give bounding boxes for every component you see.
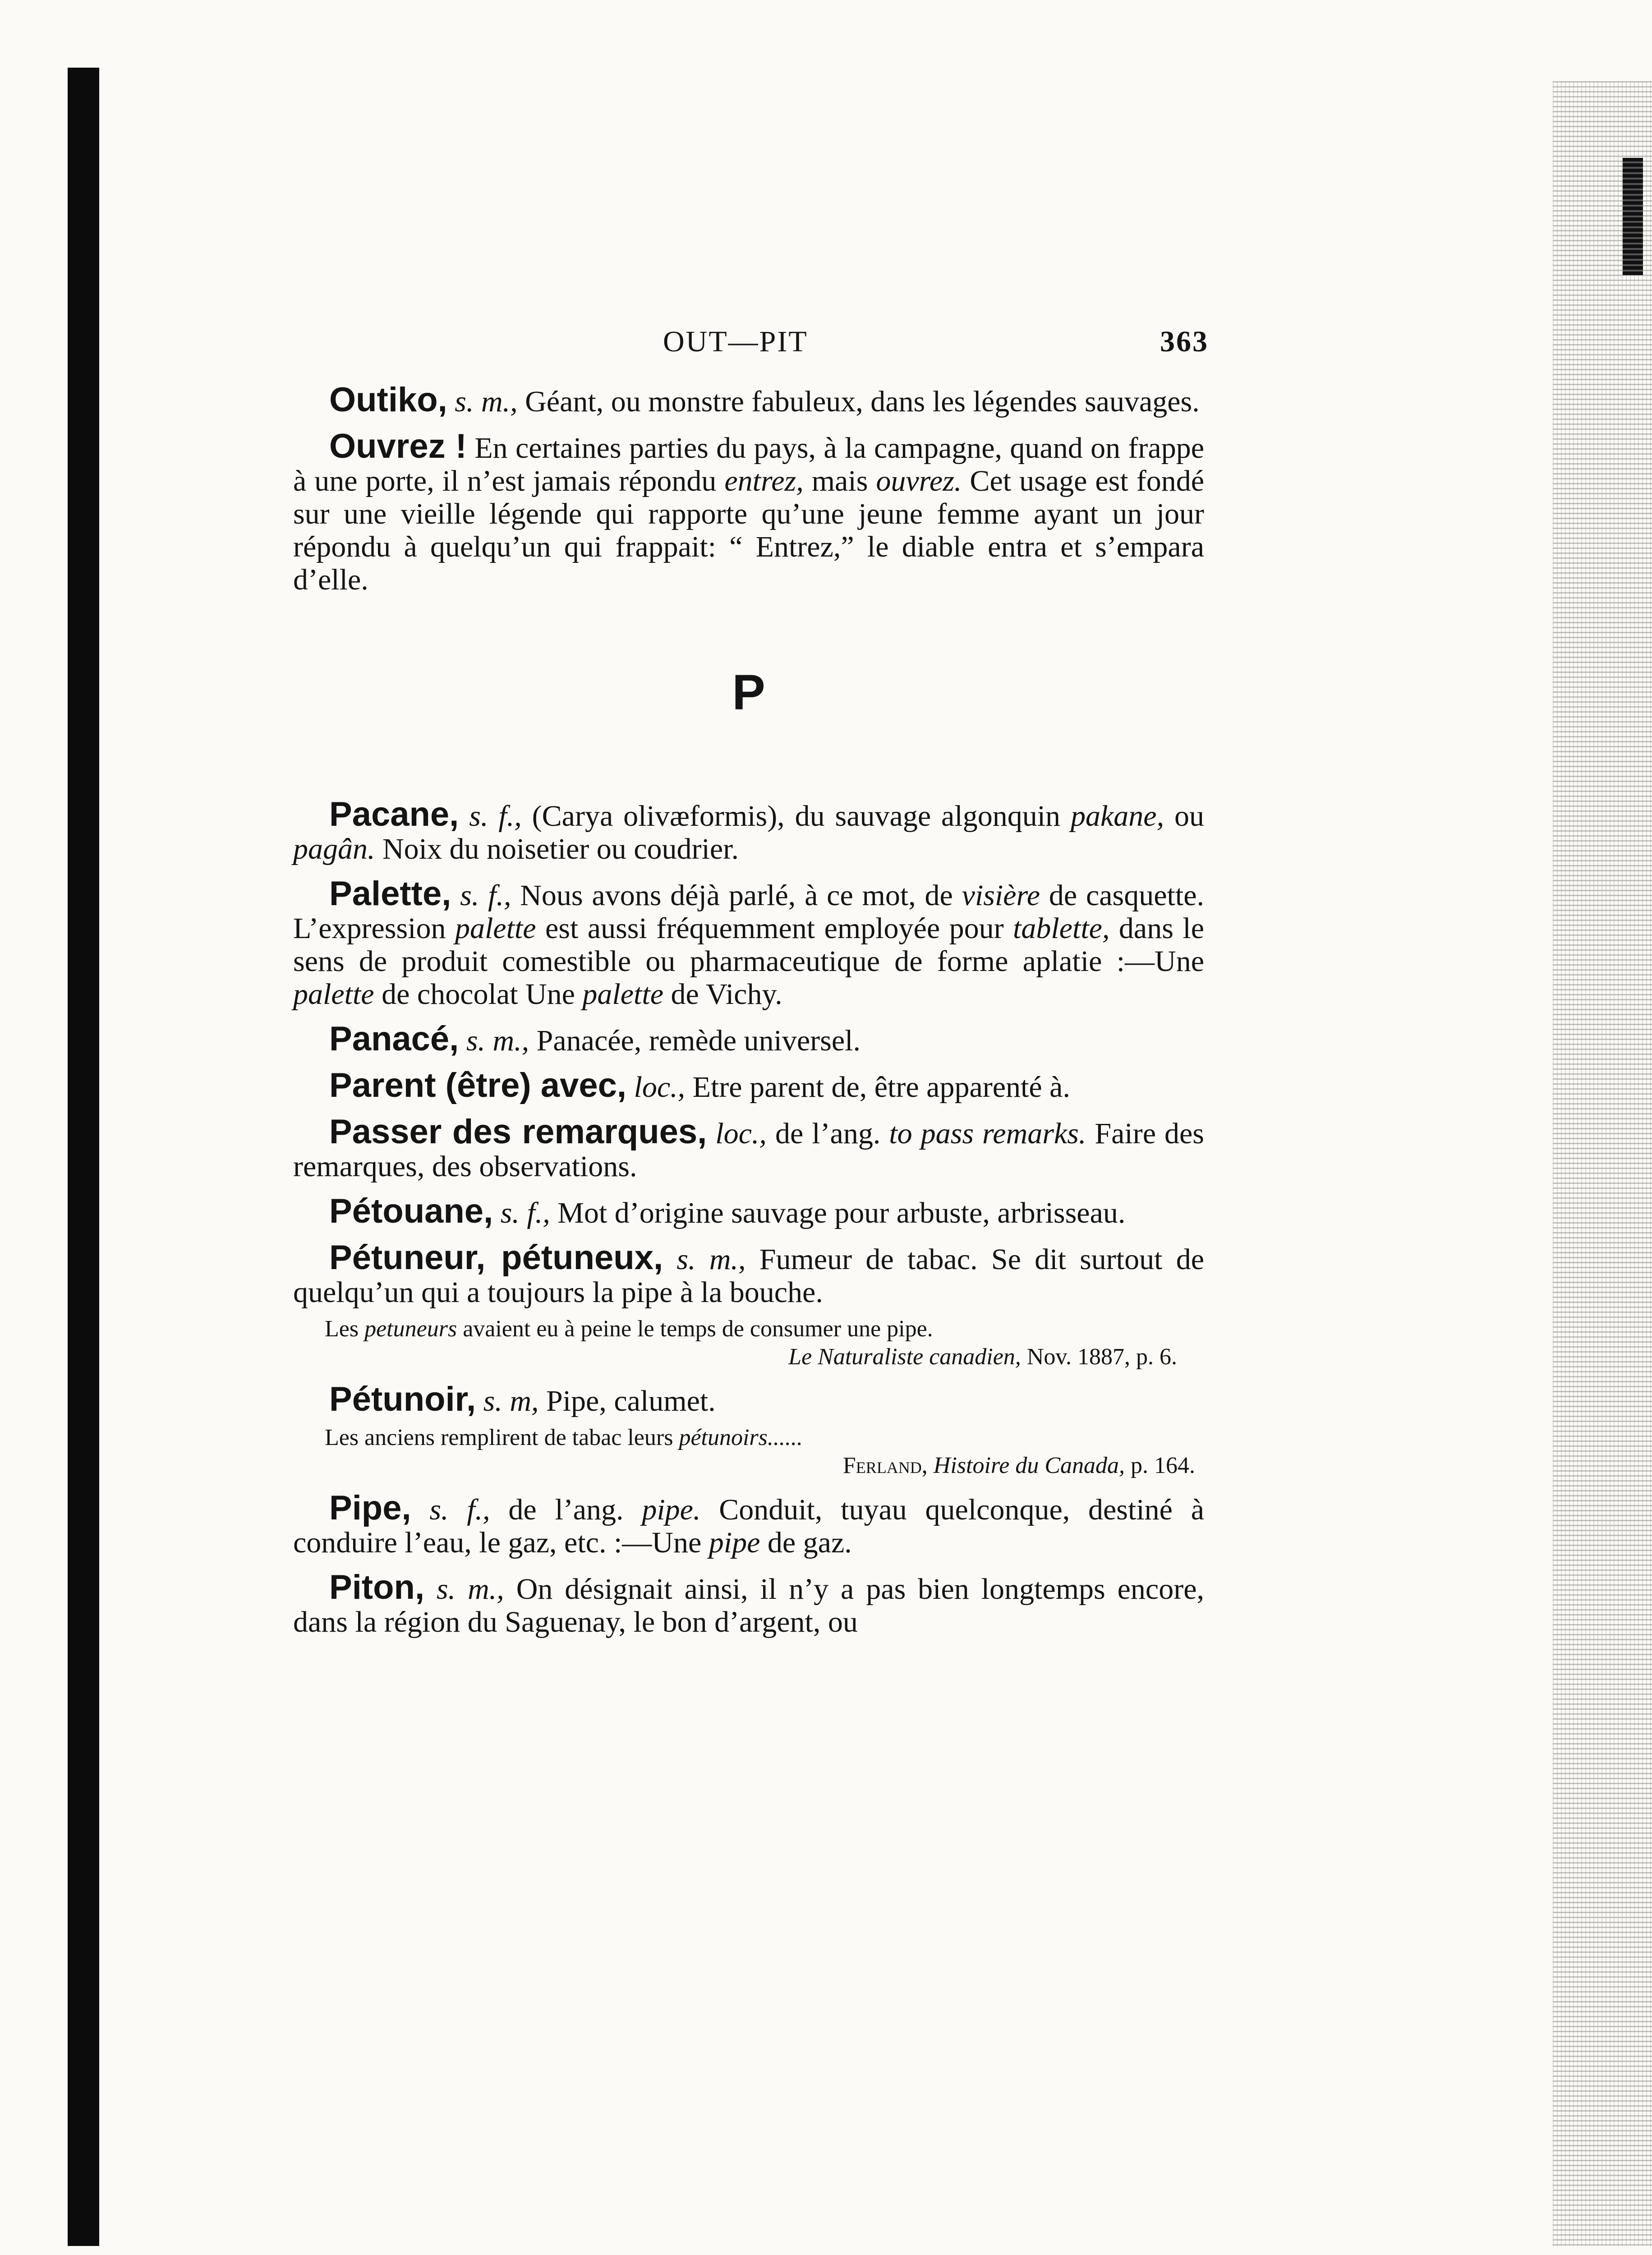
entry-piton	[293, 1568, 1204, 1638]
headword: Palette,	[329, 874, 451, 913]
definition: de l’ang.	[766, 1117, 889, 1150]
quote-text: Les anciens remplirent de tabac leurs	[325, 1425, 679, 1450]
grammar-label: s. m.,	[437, 1573, 504, 1606]
binding-shadow	[68, 68, 99, 2246]
entry-pipe	[293, 1491, 1204, 1559]
entry-ouvrez	[293, 427, 1204, 596]
definition: Géant, ou monstre fabuleux, dans les légendes sauvages.	[517, 385, 1200, 418]
definition-italic: entrez,	[724, 465, 804, 497]
definition: Mot d’origine sauvage pour arbuste, arbrisseau.	[550, 1197, 1126, 1229]
definition-italic: palette	[455, 912, 536, 945]
headword: Pétuneur, pétuneux,	[329, 1238, 663, 1277]
entry-petouane	[293, 1192, 1204, 1230]
grammar-label: s. f.,	[460, 879, 511, 912]
grammar-label: s. m.,	[676, 1243, 746, 1276]
headword: Parent (être) avec,	[329, 1066, 626, 1104]
definition-italic: visière	[962, 879, 1040, 912]
entry-outiko	[293, 383, 1204, 418]
quote-text: avaient eu à peine le temps de consumer une pipe.	[457, 1316, 933, 1342]
entry-passer-des-remarques	[293, 1115, 1204, 1183]
headword: Piton,	[329, 1568, 425, 1606]
grammar-label: s. m.,	[455, 385, 518, 418]
definition-italic: pakane,	[1070, 800, 1164, 833]
entry-parent-etre-avec	[293, 1066, 1204, 1104]
source-title: Histoire du Canada,	[927, 1453, 1125, 1478]
headword: Pétunoir,	[329, 1380, 476, 1418]
grammar-label: s. f.,	[429, 1493, 490, 1526]
grammar-label: s. f.,	[500, 1197, 550, 1229]
definition: Cet usage est fondé sur une vieille légende qui rapporte qu’une jeune femme ayant un jour répondu à quelqu’un qui frappait: “ Entrez,” le diable entra et s’empara d’elle.	[293, 465, 1204, 596]
text-column	[293, 383, 1204, 1650]
source-title: Le Naturaliste canadien,	[788, 1344, 1021, 1370]
headword: Outiko,	[329, 381, 447, 419]
headword: Panacé,	[329, 1020, 459, 1058]
entry-panace	[293, 1022, 1204, 1057]
definition: En certaines parties du pays, à la campagne, quand on frappe à une porte, il n’est jamais répondu	[293, 432, 1204, 497]
quote-text: Les	[325, 1316, 365, 1342]
definition: Noix du noisetier ou coudrier.	[375, 833, 739, 865]
page-number: 363	[1160, 325, 1209, 358]
running-header	[658, 325, 1209, 365]
definition-italic: palette	[582, 978, 664, 1011]
definition: de chocolat Une	[374, 978, 583, 1011]
page-edge-noise	[1553, 81, 1652, 2246]
definition: de gaz.	[760, 1526, 852, 1559]
quote-italic: petuneurs	[364, 1316, 457, 1342]
entry-pacane	[293, 795, 1205, 865]
definition-italic: pipe	[709, 1526, 760, 1559]
running-title: OUT—PIT	[663, 325, 808, 358]
citation-quote	[293, 1315, 1204, 1343]
entry-petuneur	[293, 1238, 1204, 1309]
definition: de casquette. L’expression	[293, 879, 1205, 945]
definition: de l’ang.	[490, 1493, 642, 1526]
definition: Nous avons déjà parlé, à ce mot, de	[511, 879, 962, 912]
headword: Passer des remarques,	[329, 1113, 707, 1151]
definition-italic: palette	[293, 978, 374, 1011]
definition: Pipe, calumet.	[538, 1385, 716, 1417]
definition: ou	[1164, 800, 1205, 833]
definition: mais	[803, 465, 876, 497]
definition: Faire des remarques, des observations.	[293, 1117, 1204, 1183]
definition-italic: to pass remarks.	[889, 1117, 1086, 1150]
entry-palette	[293, 874, 1205, 1011]
definition: On désignait ainsi, il n’y a pas bien longtemps encore, dans la région du Saguenay, le bon d’argent, ou	[293, 1573, 1204, 1638]
definition: dans le sens de produit comestible ou pharmaceutique de forme aplatie :—Une	[293, 912, 1204, 978]
definition: de Vichy.	[663, 978, 782, 1011]
headword: Pétouane,	[329, 1192, 493, 1230]
definition: est aussi fréquemment employée pour	[536, 912, 1013, 945]
definition: Fumeur de tabac. Se dit surtout de quelqu’un qui a toujours la pipe à la bouche.	[293, 1243, 1204, 1309]
grammar-label: s. f.,	[469, 800, 522, 833]
grammar-label: s. m,	[483, 1385, 539, 1417]
definition: Conduit, tuyau quelconque, destiné à conduire l’eau, le gaz, etc. :—Une	[293, 1493, 1204, 1559]
source-ref: Nov. 1887, p. 6.	[1021, 1344, 1177, 1370]
grammar-label: loc.,	[634, 1071, 686, 1104]
citation-quote	[293, 1424, 1204, 1452]
headword: Pipe,	[329, 1489, 411, 1527]
definition-italic: ouvrez.	[876, 465, 962, 497]
page-edge-mark	[1623, 158, 1643, 275]
definition: Panacée, remède universel.	[529, 1024, 861, 1057]
entry-petunoir	[293, 1380, 1204, 1418]
definition-italic: tablette,	[1013, 912, 1110, 945]
grammar-label: s. m.,	[466, 1024, 529, 1057]
citation-source	[293, 1452, 1204, 1480]
definition-italic: pipe.	[642, 1493, 701, 1526]
definition-italic: pagân.	[293, 833, 375, 865]
citation-source	[293, 1343, 1204, 1371]
headword: Pacane,	[329, 795, 459, 833]
quote-italic: pétunoirs......	[679, 1425, 803, 1450]
definition: (Carya olivæformis), du sauvage algonquin	[521, 800, 1071, 833]
source-ref: p. 164.	[1125, 1453, 1195, 1478]
source-author: Ferland,	[842, 1453, 928, 1478]
grammar-label: loc.,	[715, 1117, 767, 1150]
definition: Etre parent de, être apparenté à.	[685, 1071, 1070, 1104]
headword: Ouvrez !	[329, 427, 467, 465]
section-letter: P	[732, 665, 765, 720]
